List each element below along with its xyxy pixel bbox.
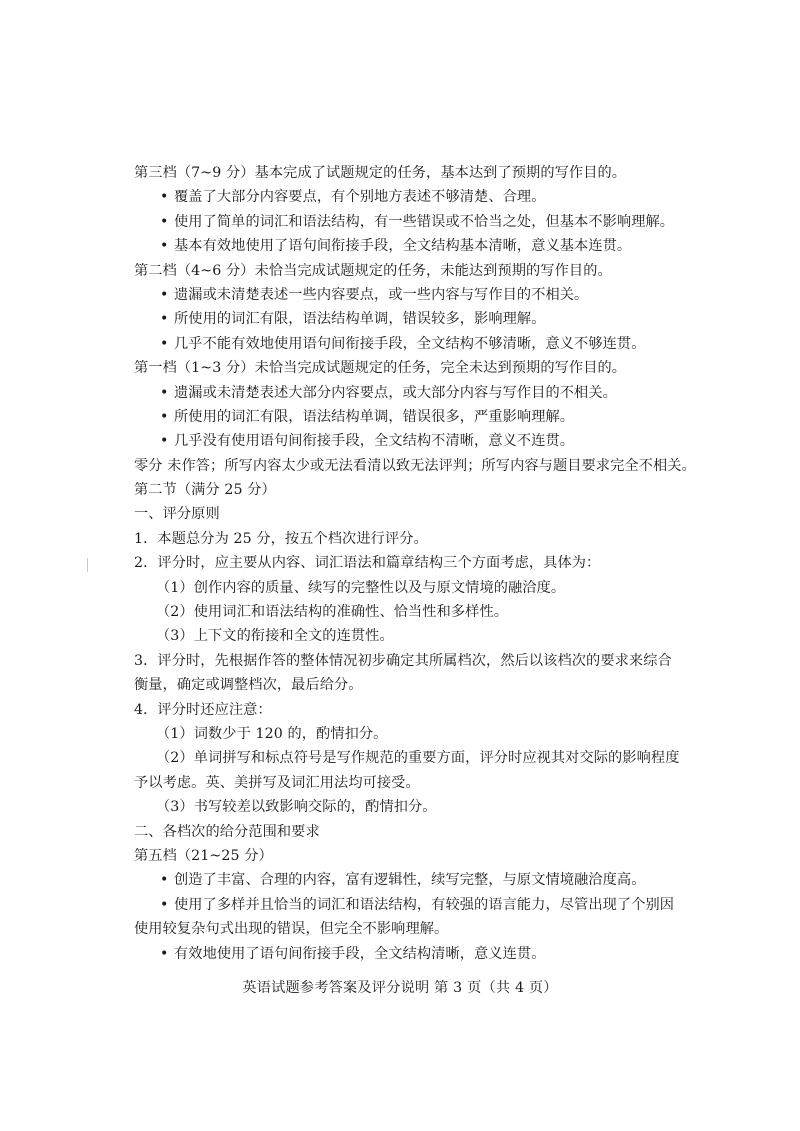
bullet-icon: • — [160, 433, 169, 450]
sub-item-line — [134, 795, 679, 819]
line-text: 几乎不能有效地使用语句间衔接手段，全文结构不够清晰，意义不够连贯。 — [174, 335, 646, 352]
bullet-icon: • — [160, 408, 169, 425]
bullet-icon: • — [160, 213, 169, 230]
bullet-line — [134, 868, 679, 892]
text-line — [134, 820, 679, 844]
bullet-line — [134, 234, 679, 258]
bullet-line — [134, 185, 679, 209]
text-line — [134, 917, 679, 941]
line-text: 二、各档次的给分范围和要求 — [134, 823, 320, 840]
bullet-icon: • — [160, 238, 169, 255]
line-text: 4．评分时还应注意： — [134, 701, 272, 718]
line-text: 第一档（1~3 分）未恰当完成试题规定的任务，完全未达到预期的写作目的。 — [134, 360, 627, 377]
bullet-line — [134, 283, 679, 307]
line-text: 遗漏或未清楚表述一些内容要点，或一些内容与写作目的不相关。 — [174, 286, 589, 303]
text-line — [134, 673, 679, 697]
line-text: 零分 未作答；所写内容太少或无法看清以致无法评判；所写内容与题目要求完全不相关。 — [134, 457, 696, 474]
line-text: 创造了丰富、合理的内容，富有逻辑性，续写完整，与原文情境融洽度高。 — [174, 872, 646, 889]
bullet-icon: • — [160, 896, 169, 913]
text-line — [134, 649, 679, 673]
sub-item-line — [134, 746, 679, 770]
text-line — [134, 844, 679, 868]
line-text: 第五档（21~25 分） — [134, 847, 273, 864]
line-text: 遗漏或未清楚表述大部分内容要点，或大部分内容与写作目的不相关。 — [174, 384, 617, 401]
bullet-icon: • — [160, 384, 169, 401]
scan-edge-mark — [87, 558, 88, 572]
line-text: 覆盖了大部分内容要点，有个别地方表述不够清楚、合理。 — [174, 189, 546, 206]
line-text: （3）上下文的衔接和全文的连贯性。 — [156, 628, 394, 645]
line-text: 所使用的词汇有限，语法结构单调，错误很多，严重影响理解。 — [174, 408, 575, 425]
bullet-line — [134, 405, 679, 429]
line-text: 衡量，确定或调整档次，最后给分。 — [134, 677, 363, 694]
sub-item-line — [134, 600, 679, 624]
line-text: 第二节（满分 25 分） — [134, 482, 276, 499]
sub-item-line — [134, 624, 679, 648]
line-text: （2）单词拼写和标点符号是写作规范的重要方面，评分时应视其对交际的影响程度 — [156, 750, 680, 767]
sub-item-line — [134, 722, 679, 746]
text-line — [134, 478, 679, 502]
line-text: （1）创作内容的质量、续写的完整性以及与原文情境的融洽度。 — [156, 579, 566, 596]
bullet-icon: • — [160, 286, 169, 303]
bullet-icon: • — [160, 189, 169, 206]
line-text: 几乎没有使用语句间衔接手段，全文结构不清晰，意义不连贯。 — [174, 433, 575, 450]
bullet-line — [134, 893, 679, 917]
text-line — [134, 771, 679, 795]
line-text: 使用了简单的词汇和语法结构，有一些错误或不恰当之处，但基本不影响理解。 — [174, 213, 675, 230]
line-text: 2．评分时，应主要从内容、词汇语法和篇章结构三个方面考虑，具体为： — [134, 555, 601, 572]
text-line — [134, 502, 679, 526]
bullet-icon: • — [160, 311, 169, 328]
bullet-icon: • — [160, 335, 169, 352]
line-text: （2）使用词汇和语法结构的准确性、恰当性和多样性。 — [156, 604, 509, 621]
line-text: 予以考虑。英、美拼写及词汇用法均可接受。 — [134, 774, 420, 791]
bullet-line — [134, 210, 679, 234]
line-text: 第三档（7~9 分）基本完成了试题规定的任务，基本达到了预期的写作目的。 — [134, 165, 627, 181]
sub-item-line — [134, 576, 679, 600]
bullet-icon: • — [160, 945, 169, 962]
line-text: 有效地使用了语句间衔接手段，全文结构清晰，意义连贯。 — [174, 945, 546, 962]
bullet-icon: • — [160, 872, 169, 889]
text-line — [134, 356, 679, 380]
bullet-line — [134, 942, 679, 966]
line-text: 使用较复杂句式出现的错误，但完全不影响理解。 — [134, 921, 449, 938]
line-text: 基本有效地使用了语句间衔接手段，全文结构基本清晰，意义基本连贯。 — [174, 238, 632, 255]
line-text: 所使用的词汇有限，语法结构单调，错误较多，影响理解。 — [174, 311, 546, 328]
bullet-line — [134, 307, 679, 331]
text-line — [134, 454, 696, 478]
document-body — [134, 161, 696, 966]
bullet-line — [134, 332, 679, 356]
line-text: （3）书写较差以致影响交际的，酌情扣分。 — [156, 799, 437, 816]
text-line — [134, 259, 679, 283]
page-footer: 英语试题参考答案及评分说明 第 3 页（共 4 页） — [242, 980, 558, 996]
bullet-line — [134, 381, 679, 405]
line-text: 1．本题总分为 25 分，按五个档次进行评分。 — [134, 530, 428, 547]
text-line — [134, 527, 679, 551]
text-line — [134, 551, 679, 575]
text-line — [134, 161, 679, 185]
line-text: 一、评分原则 — [134, 506, 220, 523]
line-text: 使用了多样并且恰当的词汇和语法结构，有较强的语言能力，尽管出现了个别因 — [174, 896, 675, 913]
text-line — [134, 698, 679, 722]
line-text: 第二档（4~6 分）未恰当完成试题规定的任务，未能达到预期的写作目的。 — [134, 262, 612, 279]
line-text: 3．评分时，先根据作答的整体情况初步确定其所属档次，然后以该档次的要求来综合 — [134, 652, 672, 669]
bullet-line — [134, 429, 679, 453]
line-text: （1）词数少于 120 的，酌情扣分。 — [156, 725, 388, 742]
